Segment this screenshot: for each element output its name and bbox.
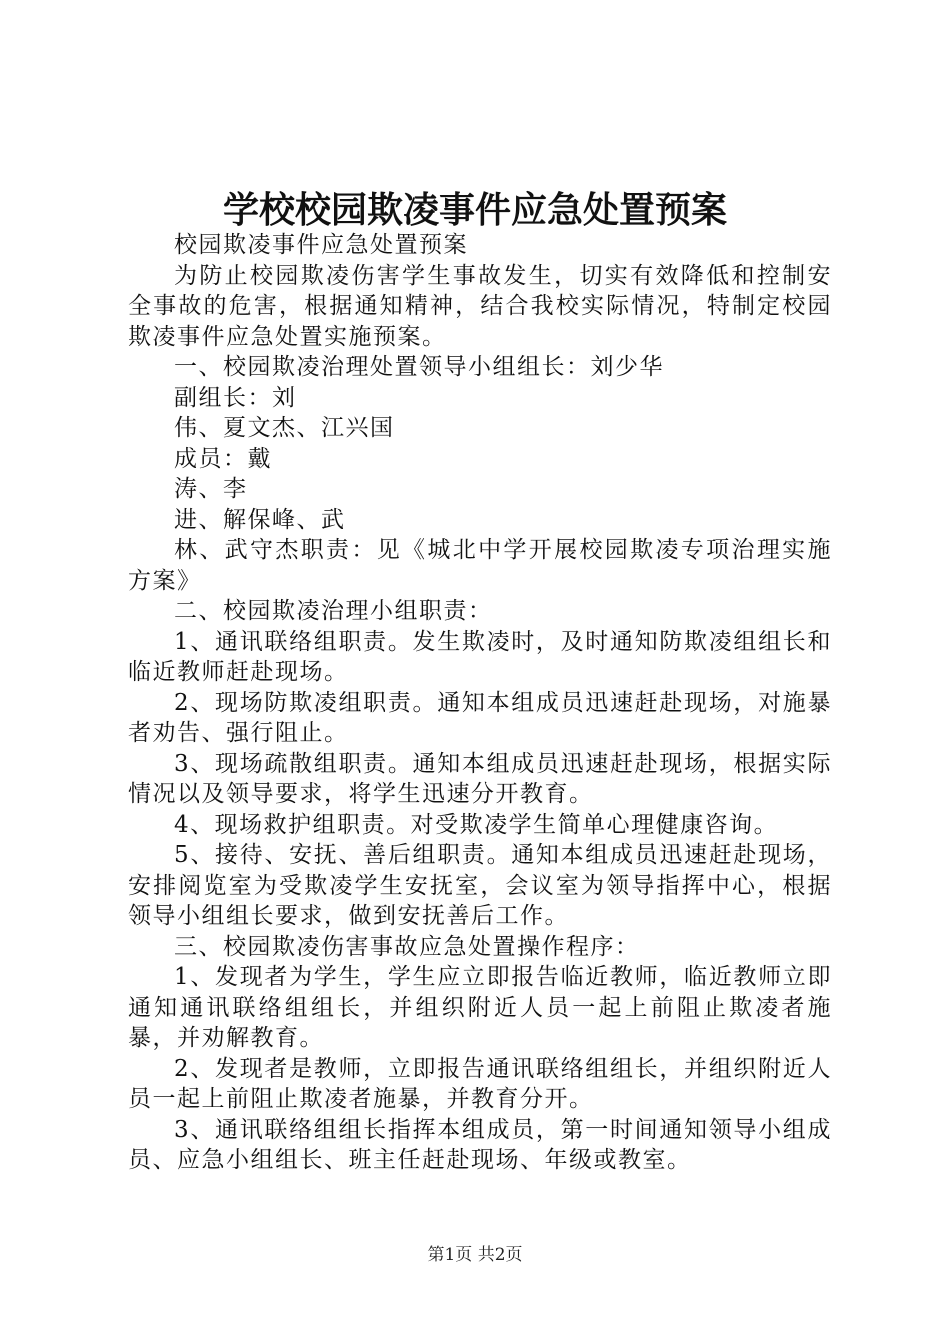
paragraph: 3、通讯联络组组长指挥本组成员，第一时间通知领导小组成员、应急小组组长、班主任赶赴现场、年级或教室。 (128, 1116, 832, 1173)
paragraph: 伟、夏文杰、江兴国 (174, 415, 395, 441)
paragraph: 3、现场疏散组职责。通知本组成员迅速赶赴现场，根据实际情况以及领导要求，将学生迅速分开教育。 (128, 750, 832, 807)
paragraph: 一、校园欺凌治理处置领导小组组长：刘少华 (174, 354, 664, 380)
paragraph: 1、发现者为学生，学生应立即报告临近教师，临近教师立即通知通讯联络组组长，并组织附近人员一起上前阻止欺凌者施暴，并劝解教育。 (128, 964, 832, 1051)
paragraph: 为防止校园欺凌伤害学生事故发生，切实有效降低和控制安全事故的危害，根据通知精神，结合我校实际情况，特制定校园欺凌事件应急处置实施预案。 (128, 262, 832, 350)
paragraph: 成员：戴 (174, 445, 272, 472)
paragraph: 进、解保峰、武 (174, 506, 346, 533)
paragraph: 校园欺凌事件应急处置预案 (174, 232, 468, 258)
paragraph: 2、发现者是教师，立即报告通讯联络组组长，并组织附近人员一起上前阻止欺凌者施暴，并教育分开。 (128, 1055, 832, 1112)
document-body (128, 230, 832, 1176)
paragraph: 二、校园欺凌治理小组职责： (174, 598, 493, 624)
paragraph: 5、接待、安抚、善后组职责。通知本组成员迅速赶赴现场，安排阅览室为受欺凌学生安抚室，会议室为领导指挥中心，根据领导小组组长要求，做到安抚善后工作。 (128, 842, 832, 929)
paragraph: 三、校园欺凌伤害事故应急处置操作程序： (174, 933, 640, 960)
paragraph: 1、通讯联络组职责。发生欺凌时，及时通知防欺凌组组长和临近教师赶赴现场。 (128, 628, 832, 685)
paragraph: 2、现场防欺凌组职责。通知本组成员迅速赶赴现场，对施暴者劝告、强行阻止。 (128, 689, 832, 746)
paragraph: 副组长：刘 (174, 384, 297, 411)
paragraph: 林、武守杰职责：见《城北中学开展校园欺凌专项治理实施方案》 (128, 537, 832, 594)
paragraph: 4、现场救护组职责。对受欺凌学生简单心理健康咨询。 (174, 811, 779, 838)
page-number-footer: 第1页 共2页 (427, 1245, 523, 1265)
paragraph: 涛、李 (174, 476, 248, 502)
page-title: 学校校园欺凌事件应急处置预案 (222, 189, 727, 231)
